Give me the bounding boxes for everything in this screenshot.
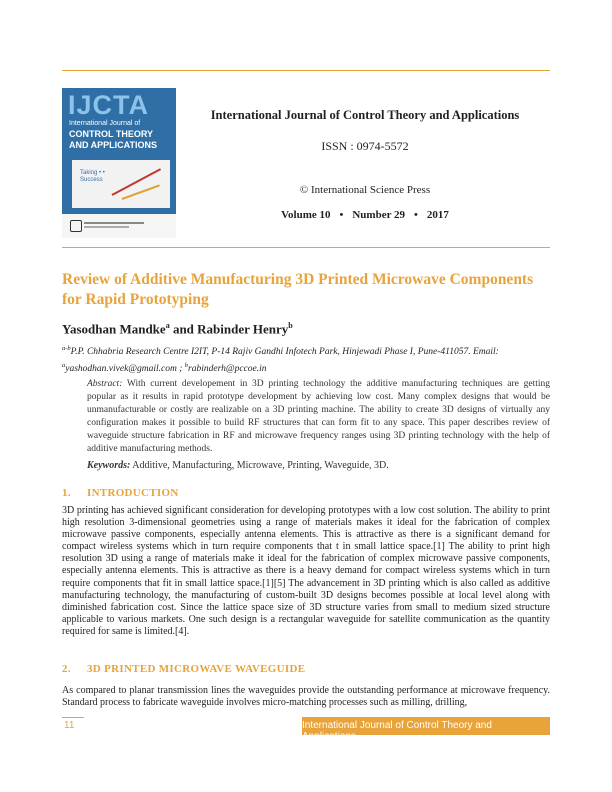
email-b[interactable]: rabinderh@pccoe.in — [188, 364, 267, 375]
keywords-text: Additive, Manufacturing, Microwave, Printing, Waveguide, 3D. — [130, 460, 389, 471]
cover-art-text: Taking • • Success — [80, 170, 105, 183]
footer-journal-band — [302, 717, 550, 742]
section-heading-waveguide — [62, 663, 305, 675]
publisher-logo-icon — [70, 220, 82, 232]
section-title: 3D PRINTED MICROWAVE WAVEGUIDE — [87, 663, 306, 675]
affiliation-text: P.P. Chhabria Research Centre I2IT, P-14 Rajiv Gandhi Infotech Park, Hinjewadi Phase I, Pune-411057. Email: — [70, 347, 499, 358]
header-top-rule — [62, 70, 550, 71]
footer-journal-name: International Journal of Control Theory and Applications — [302, 720, 492, 742]
separator-dot: • — [339, 209, 344, 221]
volume: Volume 10 — [281, 209, 331, 221]
issn: ISSN : 0974-5572 — [321, 139, 409, 153]
cover-footer-text — [84, 222, 144, 224]
cover-title-line1: CONTROL THEORY — [69, 129, 154, 139]
page-footer — [62, 717, 550, 742]
page-number: 11 — [64, 720, 75, 731]
copyright: © International Science Press — [299, 184, 431, 196]
page-number-box — [62, 717, 84, 736]
abstract — [87, 378, 550, 456]
paper-title: Review of Additive Manufacturing 3D Printed Microwave Components for Rapid Prototyping — [62, 271, 534, 308]
keywords-label: Keywords: — [87, 460, 131, 471]
author-2-sup: b — [288, 321, 293, 330]
journal-cover-image — [62, 88, 176, 238]
keywords — [87, 459, 550, 472]
year: 2017 — [426, 209, 449, 221]
cover-footer — [62, 214, 176, 238]
cover-footer-text-2 — [84, 226, 129, 228]
email-a[interactable]: yashodhan.vivek@gmail.com ; — [65, 364, 185, 375]
author-1: Yasodhan Mandke — [62, 321, 166, 337]
author-2: Rabinder Henry — [197, 321, 289, 337]
issue-number: Number 29 — [352, 209, 406, 221]
section-body-introduction: 3D printing has achieved significant consideration for developing prototypes with a low cost solution. The ability to print high resolution 3-dimensional geometries using a range of materials makes it ideal for the fabrication of complex microwave passive components, especially antenna elements. This is attractive as there is a significant demand for compact wireless systems which in turn require components that t in small lattice space.[1] The ability to print high resolution 3D using a range of materials make it ideal for the fabrication of complex microwave passive components, especially antenna elements. This is attractive as there is a heavy demand for compact wireless systems which in turn require components that fit in small lattice space.[1][5] The advancement in 3D printing which is also called as additive manufacturing technology, the manufacturing of custom-built 3D designs becomes possible at local level along with diminished fabrication cost. Since the lattice space size of 3D structure varies from small to medium sized structure applicable to various markets. One such design is a rectangular waveguide for satellite communication as the quantity required for same is limited.[4]. — [62, 505, 550, 637]
author-and: and — [169, 321, 198, 337]
section-title: INTRODUCTION — [87, 487, 179, 499]
email-b-sup: b — [184, 362, 189, 370]
cover-brand: IJCTA — [68, 90, 150, 120]
abstract-text: With current developement in 3D printing technology the additive manufacturing techniques are getting popular as it results in rapid prototype development by achieving low cost. Many complex designs that would be unmanufacturable or costly are realizable on a 3D printing machine. The ability to create 3D designs of virtually any configuration makes it possible to build RF structures that can form fit to any space. This paper describes review of waveguide structure fabrication in RF and microwave frequency ranges using 3D printing technology with the help of additive manufacturing methods. — [87, 379, 550, 454]
affiliation-sup: a-b — [62, 345, 71, 352]
section-body-waveguide: As compared to planar transmission lines the waveguides provide the outstanding performance at microwave frequency. Standard process to fabricate waveguide involves micro-matching processes such as milling, drilling, — [62, 685, 550, 709]
cover-artwork — [72, 160, 170, 208]
authors — [62, 321, 293, 337]
separator-dot: • — [414, 209, 418, 221]
header-bottom-rule — [62, 247, 550, 248]
email-a-sup: a — [62, 362, 66, 370]
affiliation — [62, 342, 550, 376]
section-number: 1. — [62, 487, 71, 499]
cover-subtitle: International Journal of — [69, 120, 141, 127]
cover-title-line2: AND APPLICATIONS — [69, 140, 158, 150]
abstract-label: Abstract: — [87, 379, 123, 389]
section-number: 2. — [62, 663, 71, 675]
journal-name: International Journal of Control Theory and Applications — [210, 108, 520, 122]
volume-line — [180, 209, 550, 221]
author-1-sup: a — [165, 321, 170, 330]
section-heading-introduction — [62, 487, 179, 499]
